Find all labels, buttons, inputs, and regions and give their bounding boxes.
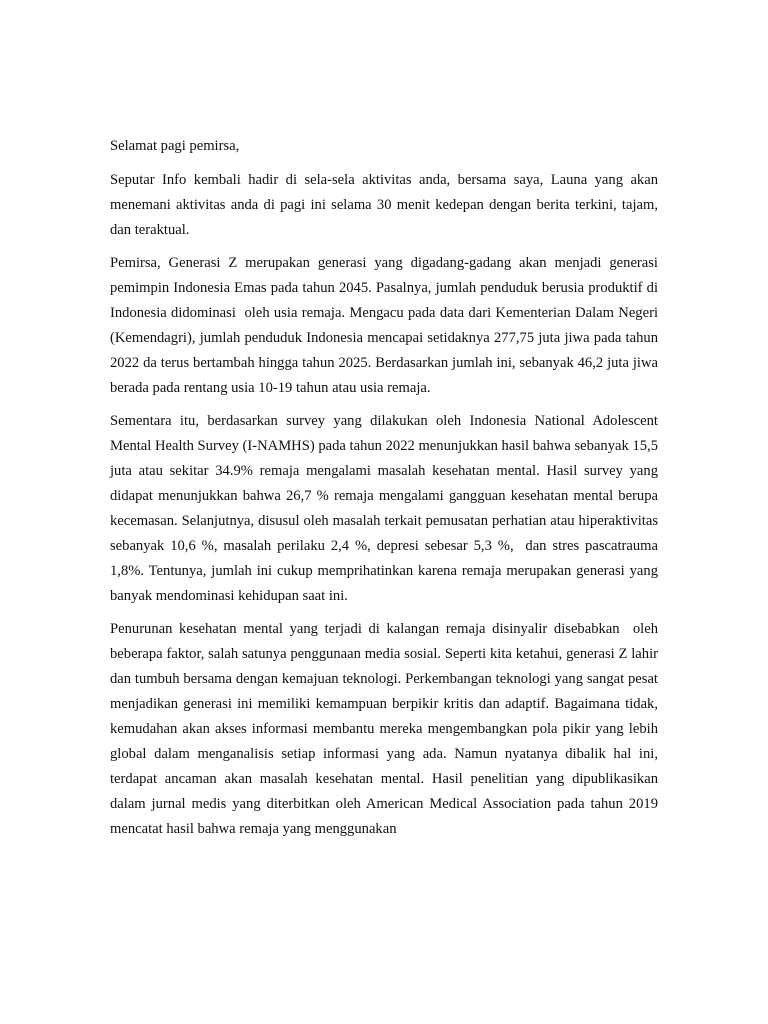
paragraph-intro: Seputar Info kembali hadir di sela-sela aktivitas anda, bersama saya, Launa yang akan menemani aktivitas anda di pagi ini selama 30 menit kedepan dengan berita terkini, tajam, dan teraktual.: [110, 172, 662, 238]
paragraph-generation-z: Pemirsa, Generasi Z merupakan generasi yang digadang-gadang akan menjadi generasi pemimpin Indonesia Emas pada tahun 2045. Pasalnya, jumlah penduduk berusia produktif di Indonesia didominasi oleh usia remaja. Mengacu pada data dari Kementerian Dalam Negeri (Kemendagri), jumlah penduduk Indonesia mencapai setidaknya 277,75 juta jiwa pada tahun 2022 da terus bertambah hingga tahun 2025. Berdasarkan jumlah ini, sebanyak 46,2 juta jiwa berada pada rentang usia 10-19 tahun atau usia remaja.: [110, 255, 662, 396]
greeting-line: Selamat pagi pemirsa,: [110, 138, 240, 154]
paragraph-survey: Sementara itu, berdasarkan survey yang dilakukan oleh Indonesia National Adolescent Mental Health Survey (I-NAMHS) pada tahun 2022 menunjukkan hasil bahwa sebanyak 15,5 juta atau sekitar 34.9% remaja mengalami masalah kesehatan mental. Hasil survey yang didapat menunjukkan bahwa 26,7 % remaja mengalami gangguan kesehatan mental berupa kecemasan. Selanjutnya, disusul oleh masalah terkait pemusatan perhatian atau hiperaktivitas sebanyak 10,6 %, masalah perilaku 2,4 %, depresi sebesar 5,3 %, dan stres pascatrauma 1,8%. Tentunya, jumlah ini cukup memprihatinkan karena remaja merupakan generasi yang banyak mendominasi kehidupan saat ini.: [110, 413, 662, 604]
document-page: [110, 134, 662, 850]
paragraph-social-media: Penurunan kesehatan mental yang terjadi di kalangan remaja disinyalir disebabkan oleh beberapa faktor, salah satunya penggunaan media sosial. Seperti kita ketahui, generasi Z lahir dan tumbuh bersama dengan kemajuan teknologi. Perkembangan teknologi yang sangat pesat menjadikan generasi ini memiliki kemampuan berpikir kritis dan adaptif. Bagaimana tidak, kemudahan akan akses informasi membantu mereka mengembangkan pola pikir yang lebih global dalam menganalisis setiap informasi yang ada. Namun nyatanya dibalik hal ini, terdapat ancaman akan masalah kesehatan mental. Hasil penelitian yang dipublikasikan dalam jurnal medis yang diterbitkan oleh American Medical Association pada tahun 2019 mencatat hasil bahwa remaja yang menggunakan: [110, 621, 662, 837]
